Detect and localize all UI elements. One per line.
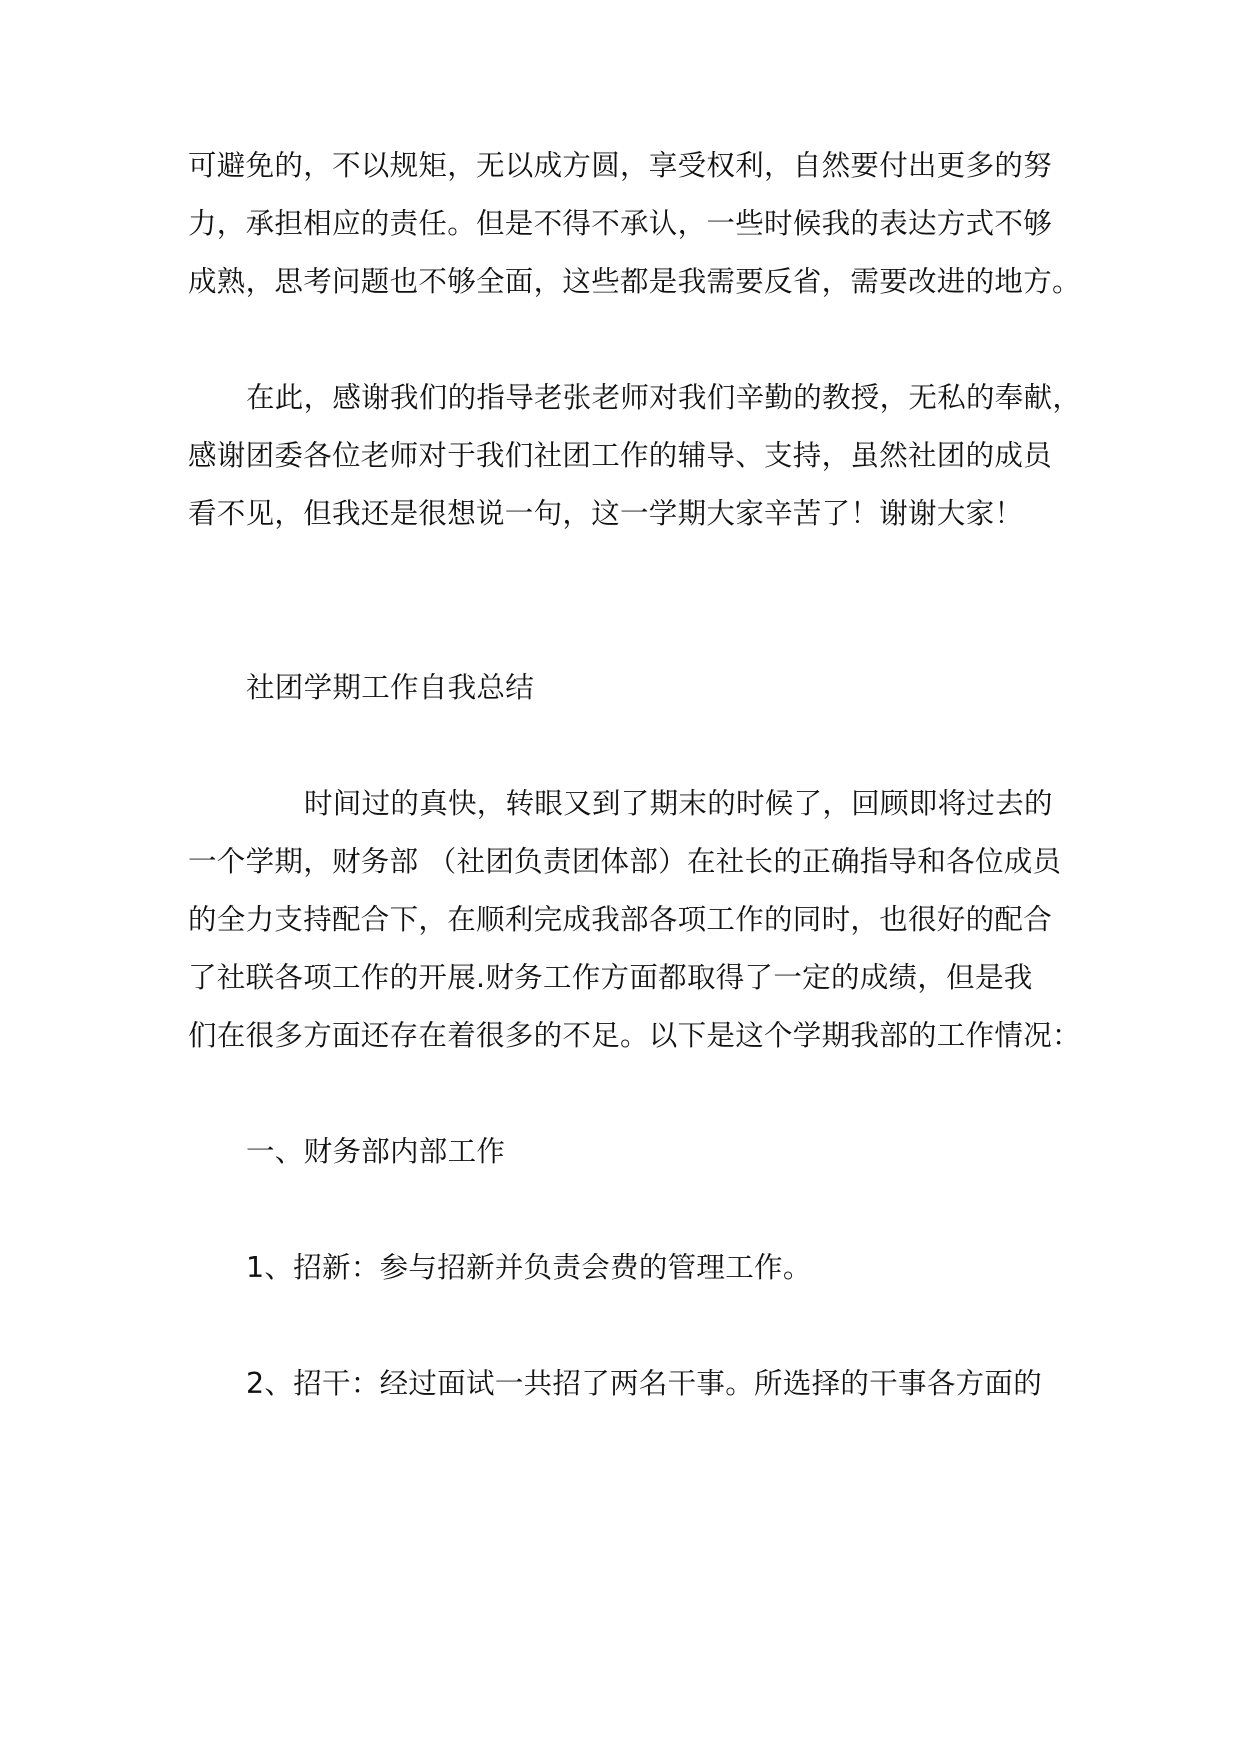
paragraph-2-line-3: 看不见，但我还是很想说一句，这一学期大家辛苦了！谢谢大家！	[188, 497, 1024, 530]
paragraph-3-line-3: 的全力支持配合下，在顺利完成我部各项工作的同时，也很好的配合	[188, 903, 1053, 936]
paragraph-1-line-1: 可避免的，不以规矩，无以成方圆，享受权利，自然要付出更多的努	[188, 149, 1053, 182]
list-item-2: 2、招干：经过面试一共招了两名干事。所选择的干事各方面的	[246, 1367, 1043, 1400]
section-1-title: 一、财务部内部工作	[246, 1135, 506, 1168]
paragraph-2-line-2: 感谢团委各位老师对于我们社团工作的辅导、支持，虽然社团的成员	[188, 439, 1053, 472]
paragraph-3-line-1: 时间过的真快，转眼又到了期末的时候了，回顾即将过去的	[304, 787, 1053, 820]
paragraph-3-line-5: 们在很多方面还存在着很多的不足。以下是这个学期我部的工作情况：	[188, 1019, 1081, 1052]
paragraph-3-line-2: 一个学期，财务部 （社团负责团体部）在社长的正确指导和各位成员	[188, 845, 1062, 878]
paragraph-1-line-2: 力，承担相应的责任。但是不得不承认，一些时候我的表达方式不够	[188, 207, 1053, 240]
list-item-1: 1、招新：参与招新并负责会费的管理工作。	[246, 1251, 812, 1284]
paragraph-3-line-4: 了社联各项工作的开展.财务工作方面都取得了一定的成绩，但是我	[188, 961, 1033, 994]
section-heading: 社团学期工作自我总结	[246, 671, 535, 704]
paragraph-1-line-3: 成熟，思考问题也不够全面，这些都是我需要反省，需要改进的地方。	[188, 265, 1081, 298]
paragraph-2-line-1: 在此，感谢我们的指导老张老师对我们辛勤的教授，无私的奉献，	[246, 381, 1082, 414]
